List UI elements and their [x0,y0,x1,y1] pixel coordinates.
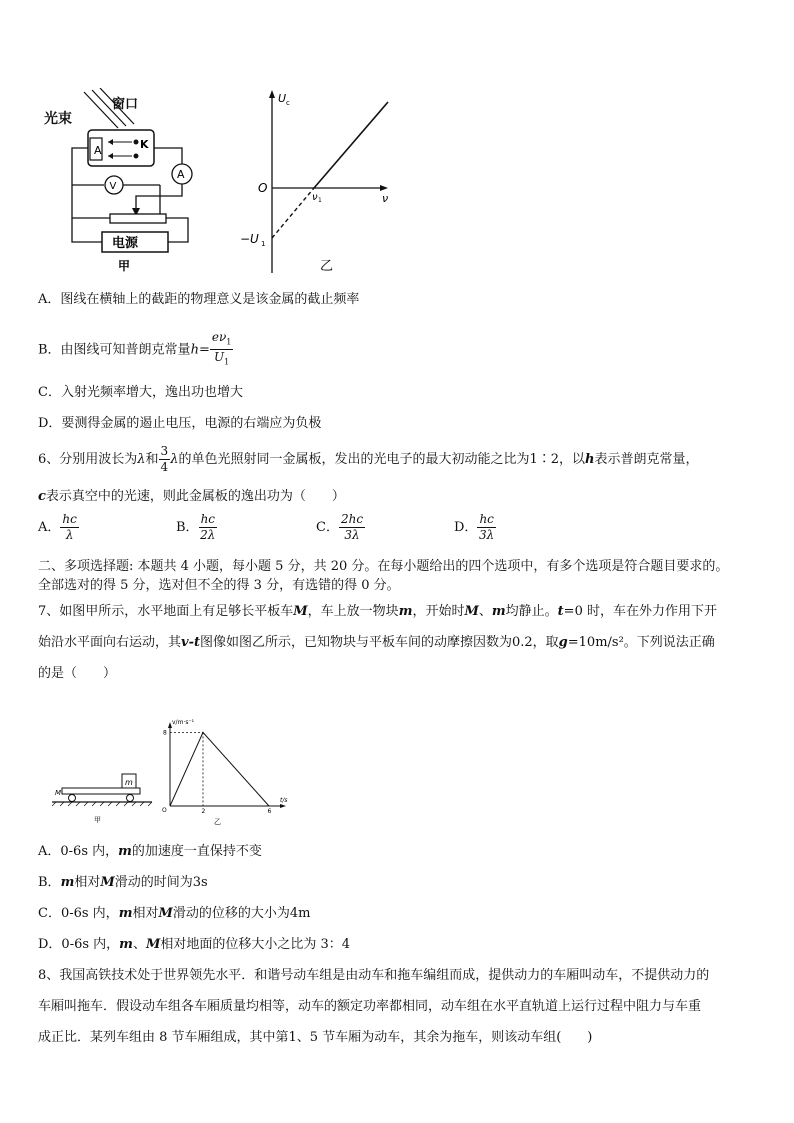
vt-tick-y-8: 8 [163,729,167,737]
q6-frac-den: 4 [160,460,169,474]
q7a-m: m [118,844,132,859]
q6-p3: 的单色光照射同一金属板，发出的光电子的最大初动能之比为1∶2，以 [178,452,585,467]
q5-b-den: U [213,350,225,365]
q7c-mid: 相对 [132,906,159,921]
q6-option-label: D． [454,520,478,535]
q7-l1c: ，开始时 [412,604,465,619]
cathode-label: K [140,138,149,151]
q5-b-den-sub: 1 [224,357,230,367]
q6-p1: 6、分别用波长为 [38,452,138,467]
ammeter-label: A [177,168,185,181]
q8-line3: 成正比．某列车组由 8 节车厢组成，其中第1、5 节车厢为动车，其余为拖车，则该动车组( ) [38,1030,593,1045]
q7d-pre: D．0-6s 内， [38,937,120,952]
q6-option-label: C． [316,520,339,535]
q6-option-a [38,512,79,543]
x-axis-label: ν [382,192,389,205]
vt-y-label: v/m·s⁻¹ [172,719,195,726]
cart-caption: 甲 [94,816,101,824]
vt-tick-x-2: 2 [201,808,206,815]
q7b-M: M [100,875,115,890]
q7c-pre: C．0-6s 内， [38,906,119,921]
vt-x-label: t/s [280,797,288,804]
q7a-post: 的加速度一直保持不变 [131,844,262,859]
q5-option-b-prefix: B．由图线可知普朗克常量 [38,342,191,358]
block-label: m [125,778,133,787]
q6-lambda: λ [137,452,146,467]
q7d-M: M [145,937,161,952]
q6-option-c [316,512,365,543]
q6-p4: 表示普朗克常量， [594,452,699,467]
q7-option-a [38,843,262,861]
voltmeter-label: V [109,181,117,192]
q7-l2c: =10m/s²。下列说法正确 [567,635,715,650]
q5-option-b [38,330,233,366]
q7-l2b: 图像如图乙所示，已知物块与平板车间的动摩擦因数为0.2，取 [199,635,559,650]
q6-stem-line2 [38,488,345,506]
cart-label: M [55,789,62,797]
y-axis-label: U [278,92,287,105]
q7-t: t [557,604,564,619]
q6-option-num: 2hc [340,512,364,526]
q6-c: c [38,489,46,504]
q7-vt: v-t [181,635,200,650]
q7-option-b [38,874,208,892]
vt-origin: O [162,807,167,814]
q6-h: h [584,452,595,467]
q7-l1a: 7、如图甲所示，水平地面上有足够长平板车 [38,604,294,619]
q6-option-b [176,512,217,543]
q6-option-fraction [60,512,78,543]
q6-frac-num: 3 [160,444,169,458]
q7c-M: M [158,906,173,921]
q5-option-c: C．入射光频率增大，逸出功也增大 [38,385,243,400]
vt-graph [158,716,298,828]
q6-option-den: 3λ [479,528,495,542]
q7-M: M [293,604,308,619]
q7b-pre: B． [38,875,61,890]
y-intercept-label: −U [240,232,259,246]
q6-stem-line1 [38,442,698,478]
q6-option-label: A． [38,520,61,535]
q7-option-d [38,936,350,954]
q7-l1b: ，车上放一物块 [307,604,399,619]
q6-three-quarter [159,444,171,475]
vt-caption: 乙 [214,818,221,826]
q7b-mid: 相对 [74,875,101,890]
q7-g: g [558,635,568,650]
q8-line1: 8、我国高铁技术处于世界领先水平．和谐号动车组是由动车和拖车编组而成，提供动力的车厢叫动车，不提供动力的 [38,968,710,983]
q7c-m: m [118,906,133,921]
q6-option-den: 3λ [344,528,360,542]
uc-nu-graph [236,88,406,278]
y-intercept-sub: 1 [261,240,266,248]
q7-l1e: 均静止。 [505,604,558,619]
q7b-m: m [60,875,75,890]
q7-l1f: =0 时，车在外力作用下开 [563,604,717,619]
q6-option-fraction [199,512,217,543]
q6-option-label: B． [176,520,199,535]
q7-stem-line1 [38,603,717,621]
power-label: 电源 [112,236,139,251]
q5-option-d: D．要测得金属的遏止电压，电源的右端应为负极 [38,416,322,431]
q6-option-d [454,512,496,543]
q5-b-h: h [190,342,199,358]
q6-option-fraction [477,512,495,543]
q5-option-a: A．图线在横轴上的截距的物理意义是该金属的截止频率 [38,292,360,307]
x-intercept-sub: 1 [318,197,322,204]
y-axis-sub: c [286,99,290,107]
vt-tick-x-6: 6 [267,808,272,815]
q6-lambda-2: λ [170,452,179,467]
q7-stem-line2 [38,634,715,652]
anode-label: A [94,144,102,157]
section2-line1: 二、多项选择题: 本题共 4 小题，每小题 5 分，共 20 分。在每小题给出的四个选项中，有多个选项是符合题目要求的。 [38,559,729,574]
q5-b-fraction [210,330,234,370]
q7-l2a: 始沿水平面向右运动，其 [38,635,182,650]
q5-b-eq: = [198,342,210,358]
x-intercept-label: ν [312,192,318,203]
q6-option-fraction [339,512,365,543]
graph-caption: 乙 [320,259,334,274]
q7d-mid: 、 [132,937,146,952]
q7a-pre: A．0-6s 内， [38,844,119,859]
q7c-post: 滑动的位移的大小为4m [172,906,311,921]
q6-p5: 表示真空中的光速，则此金属板的逸出功为（ ） [45,489,345,504]
origin-label: O [258,181,268,195]
q6-option-num: hc [200,512,216,526]
q7-stem-line3: 的是（ ） [38,666,117,681]
window-label: 窗口 [112,97,139,112]
q7d-m: m [119,937,133,952]
circuit-caption: 甲 [118,259,131,273]
q7-M-2: M [464,604,479,619]
q5-b-num: eν [211,330,227,344]
vt-series-line [170,732,269,806]
q7-m: m [398,604,413,619]
section2-line2: 全部选对的得 5 分，选对但不全的得 3 分，有选错的得 0 分。 [38,578,400,593]
q6-p2: 和 [145,452,159,467]
q7d-post: 相对地面的位移大小之比为 3：4 [160,937,351,952]
q7-option-c [38,905,310,923]
q5-b-num-sub: 1 [226,337,232,347]
beam-label: 光束 [44,111,72,127]
q7b-post: 滑动的时间为3s [114,875,208,890]
q6-option-den: λ [65,528,74,542]
q8-line2: 车厢叫拖车．假设动车组各车厢质量均相等，动车的额定功率都相同，动车组在水平直轨道上运行过程中阻力与车重 [38,999,702,1014]
q6-option-num: hc [479,512,494,526]
cart-diagram [52,770,162,826]
q7-m-2: m [491,604,506,619]
q6-option-den: 2λ [200,528,216,542]
q6-option-num: hc [62,512,77,526]
q7-l1d: 、 [478,604,492,619]
